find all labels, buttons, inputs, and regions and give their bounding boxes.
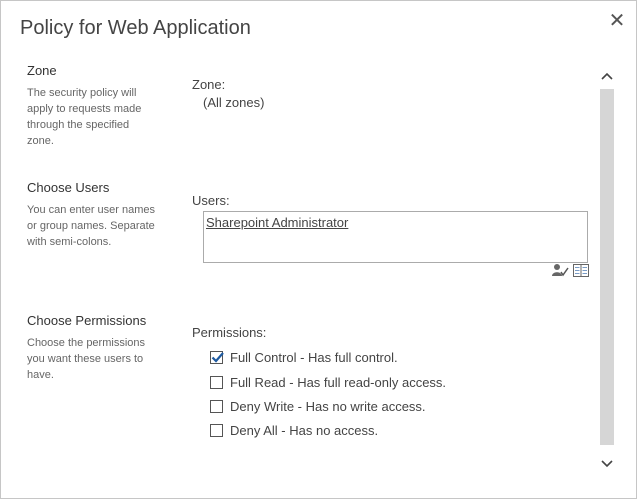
zone-value: (All zones) — [203, 95, 265, 110]
deny-all-label: Deny All - Has no access. — [230, 423, 379, 438]
chevron-up-icon[interactable] — [598, 65, 616, 87]
vertical-scrollbar[interactable] — [598, 61, 616, 479]
permission-full-read[interactable] — [210, 375, 446, 390]
dialog-title: Policy for Web Application — [20, 17, 251, 39]
users-label: Users: — [192, 193, 230, 208]
scroll-thumb[interactable] — [600, 89, 614, 445]
deny-write-checkbox[interactable] — [210, 400, 223, 413]
people-picker-icons — [552, 263, 589, 282]
users-section-description: You can enter user names or group names. Separate with semi-colons. — [27, 204, 156, 248]
permission-deny-all[interactable] — [210, 423, 378, 438]
deny-all-checkbox[interactable] — [210, 424, 223, 437]
full-read-checkbox[interactable] — [210, 376, 223, 389]
zone-section-description: The security policy will apply to requests made through the specified zone. — [27, 87, 142, 147]
full-control-checkbox[interactable] — [210, 351, 223, 364]
permissions-section-description: Choose the permissions you want these users to have. — [27, 337, 146, 381]
zone-label: Zone: — [192, 77, 226, 92]
permissions-section-title: Choose Permissions — [27, 313, 147, 328]
browse-address-book-icon[interactable] — [573, 264, 589, 282]
deny-write-label: Deny Write - Has no write access. — [230, 399, 426, 414]
users-section-title: Choose Users — [27, 180, 110, 195]
permissions-label: Permissions: — [192, 325, 267, 340]
chevron-down-icon[interactable] — [598, 453, 616, 475]
check-names-icon[interactable] — [552, 263, 569, 282]
full-control-label: Full Control - Has full control. — [230, 350, 398, 365]
zone-section-title: Zone — [27, 63, 57, 78]
permission-deny-write[interactable] — [210, 399, 426, 414]
user-entity[interactable]: Sharepoint Administrator — [206, 215, 349, 230]
full-read-label: Full Read - Has full read-only access. — [230, 375, 447, 390]
close-icon[interactable]: ✕ — [608, 10, 626, 32]
users-input[interactable] — [203, 211, 588, 263]
permission-full-control[interactable] — [210, 350, 398, 365]
